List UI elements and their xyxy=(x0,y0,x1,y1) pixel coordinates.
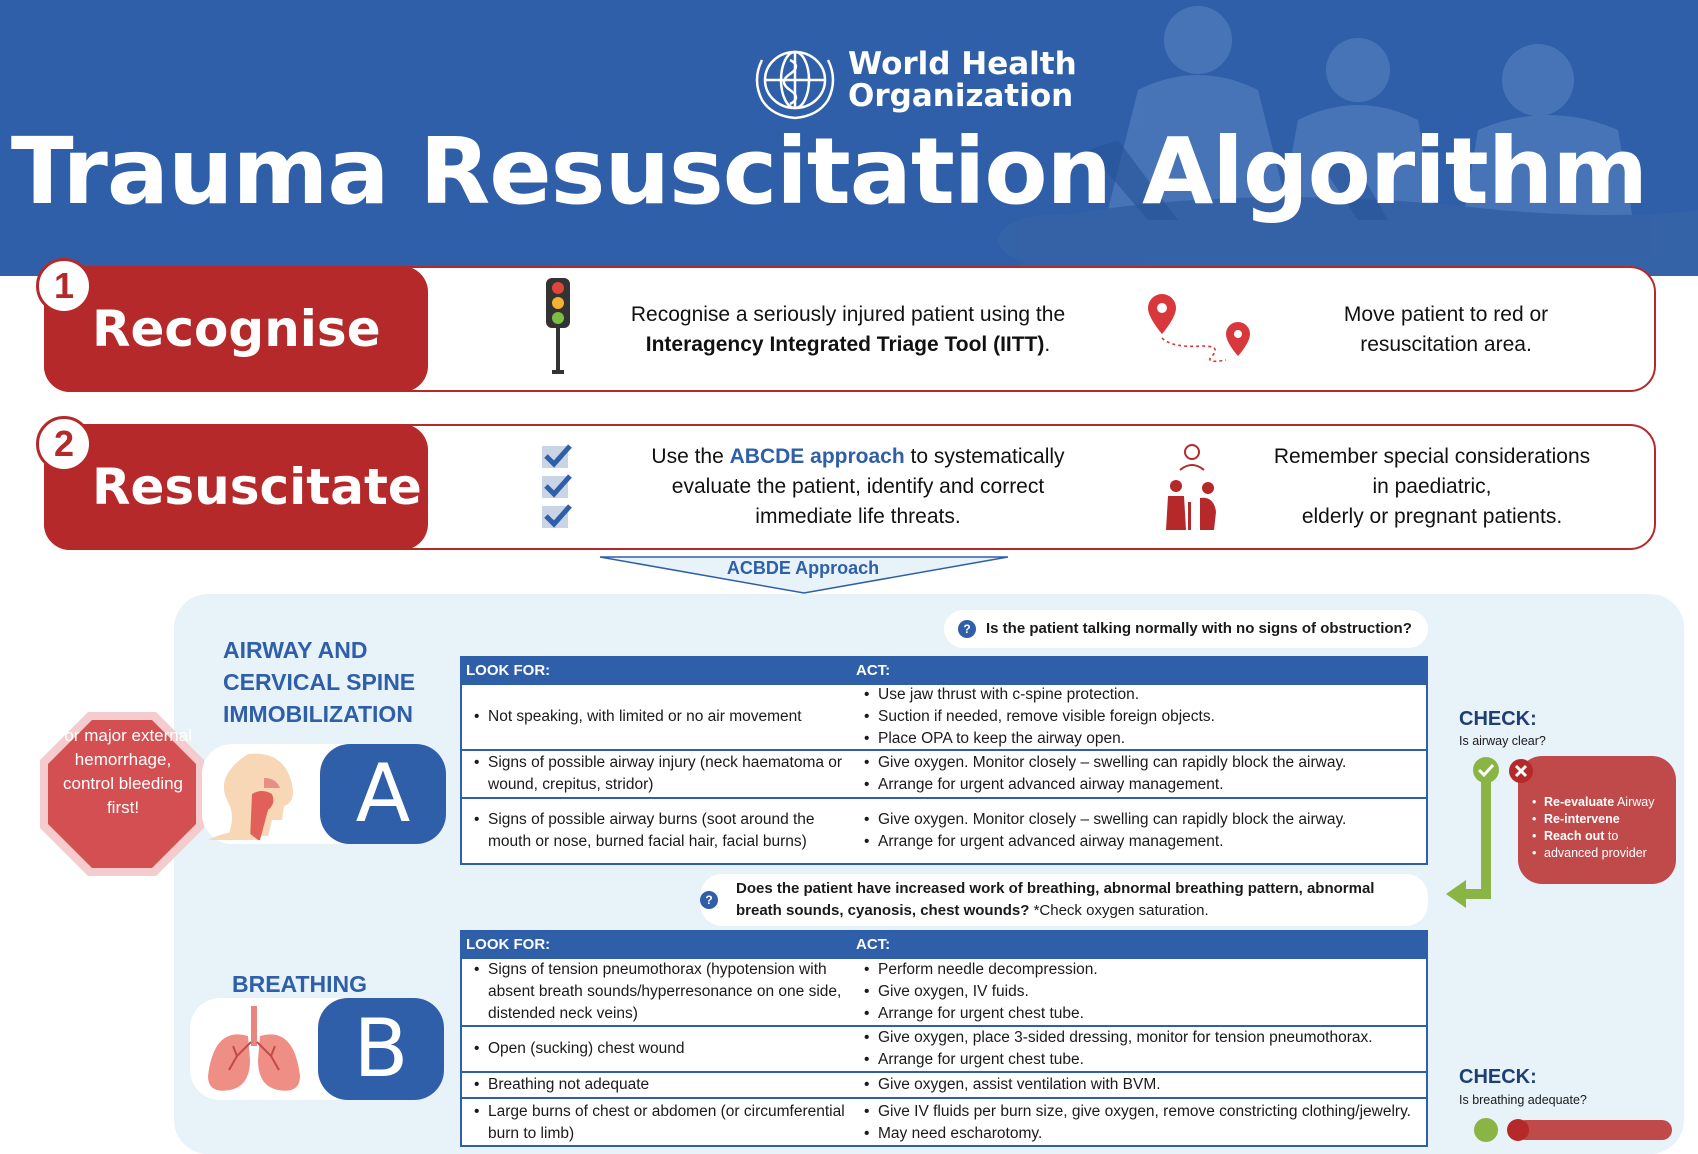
letter-a-badge: A xyxy=(320,744,446,844)
special-line1: Remember special considerations xyxy=(1273,445,1591,468)
breathing-question-bold: Does the patient have increased work of breathing, abnormal breathing pattern, abnormal breath sounds, cyanosis, chest wounds? xyxy=(736,880,1375,919)
fail-item-reachout xyxy=(1544,828,1676,845)
breathing-table-header xyxy=(462,932,1426,957)
breathing-question-text xyxy=(736,878,1416,922)
hemorrhage-note: For major external hemorrhage, control bleeding first! xyxy=(54,726,192,817)
move-patient-line1: Move patient to red or xyxy=(1343,303,1549,326)
fail-item-reevaluate xyxy=(1544,794,1676,811)
step-number: 2 xyxy=(36,416,92,472)
act-item: • Perform needle decompression. xyxy=(868,959,1420,981)
recognise-text-end: . xyxy=(1044,333,1051,356)
table-row xyxy=(462,1071,1426,1097)
act-cell xyxy=(852,684,1426,750)
act-item: • Arrange for urgent advanced airway management. xyxy=(868,831,1420,853)
check-pass-arrow-icon xyxy=(1440,756,1504,924)
airway-title xyxy=(223,634,415,730)
fail-item-rest: to xyxy=(1604,829,1619,843)
who-logo xyxy=(750,40,1077,120)
breathing-question xyxy=(700,874,1428,926)
act-item: • Arrange for urgent chest tube. xyxy=(868,1049,1420,1071)
look-cell: • Open (sucking) chest wound xyxy=(462,1038,852,1060)
airway-title-line3: IMMOBILIZATION xyxy=(223,701,413,727)
look-for-header: LOOK FOR: xyxy=(466,936,551,953)
act-item: • Give oxygen. Monitor closely – swelling can rapidly block the airway. xyxy=(868,809,1420,831)
airway-fail-box xyxy=(1518,756,1676,884)
act-item: • Use jaw thrust with c-spine protection. xyxy=(868,684,1420,706)
special-line2: in paediatric, xyxy=(1372,475,1492,498)
lungs-icon xyxy=(204,1006,304,1094)
act-cell xyxy=(852,809,1426,853)
act-cell xyxy=(852,1074,1426,1096)
approach-banner-label: ACBDE Approach xyxy=(726,558,880,578)
step-recognise xyxy=(44,266,1656,392)
act-cell xyxy=(852,752,1426,796)
checklist-icon xyxy=(538,442,578,534)
look-cell: • Signs of tension pneumothorax (hypotension with absent breath sounds/hyperresonance on one side, distended neck veins) xyxy=(462,959,852,1025)
table-row xyxy=(462,1097,1426,1145)
abcde-approach-link: ABCDE approach xyxy=(729,445,905,468)
question-icon: ? xyxy=(958,620,976,638)
step-tab xyxy=(44,424,428,550)
family-icon xyxy=(1164,442,1220,532)
special-considerations-text xyxy=(1242,442,1622,532)
page-title: Trauma Resuscitation Algorithm xyxy=(10,118,1648,225)
breathing-check-question: Is breathing adequate? xyxy=(1459,1093,1587,1107)
breathing-table xyxy=(460,930,1428,1147)
move-patient-text xyxy=(1276,300,1616,360)
act-item: • Give IV fluids per burn size, give oxygen, remove constricting clothing/jewelry. xyxy=(868,1101,1420,1123)
act-item: • Give oxygen, assist ventilation with BVM. xyxy=(868,1074,1420,1096)
resuscitate-text-pre: Use the xyxy=(651,445,730,468)
fail-item-provider xyxy=(1544,845,1676,862)
act-item: • Give oxygen, place 3-sided dressing, monitor for tension pneumothorax. xyxy=(868,1027,1420,1049)
table-row xyxy=(462,1025,1426,1071)
look-cell: • Signs of possible airway injury (neck haematoma or wound, crepitus, stridor) xyxy=(462,752,852,796)
airway-title-line1: AIRWAY AND xyxy=(223,637,368,663)
breathing-check-title: CHECK: xyxy=(1459,1066,1537,1088)
move-patient-line2: resuscitation area. xyxy=(1360,333,1532,356)
table-row xyxy=(462,957,1426,1025)
fail-item-bold: Reach out xyxy=(1544,829,1605,843)
act-item: • Give oxygen, IV fuids. xyxy=(868,981,1420,1003)
airway-card xyxy=(202,744,446,844)
act-cell xyxy=(852,1101,1426,1145)
recognise-text-line1: Recognise a seriously injured patient using the xyxy=(630,303,1066,326)
step-label: Resuscitate xyxy=(92,458,422,516)
breathing-title: BREATHING xyxy=(232,971,368,997)
resuscitate-text-line2: evaluate the patient, identify and correct xyxy=(671,475,1045,498)
airway-table-header xyxy=(462,658,1426,683)
breathing-card xyxy=(190,998,444,1100)
table-row xyxy=(462,797,1426,863)
act-cell xyxy=(852,959,1426,1025)
question-icon: ? xyxy=(700,891,718,909)
letter-b-badge: B xyxy=(318,998,444,1100)
fail-item-rest: advanced provider xyxy=(1544,846,1647,860)
fail-x-icon xyxy=(1508,758,1534,784)
look-cell: • Large burns of chest or abdomen (or circumferential burn to limb) xyxy=(462,1101,852,1145)
fail-item-rest: Airway xyxy=(1614,795,1655,809)
map-route-icon xyxy=(1146,294,1256,364)
table-row xyxy=(462,749,1426,797)
who-name-line2: Organization xyxy=(848,78,1074,114)
recognise-text xyxy=(598,300,1098,360)
act-header: ACT: xyxy=(856,936,891,953)
who-emblem-icon xyxy=(750,40,840,120)
breathing-check-indicator-icon xyxy=(1472,1116,1672,1132)
act-header: ACT: xyxy=(856,662,891,679)
look-cell: • Not speaking, with limited or no air movement xyxy=(462,706,852,728)
look-cell: • Breathing not adequate xyxy=(462,1074,852,1096)
step-label: Recognise xyxy=(92,300,381,358)
airway-title-line2: CERVICAL SPINE xyxy=(223,669,416,695)
airway-question xyxy=(944,610,1428,648)
table-row xyxy=(462,683,1426,749)
act-item: • Suction if needed, remove visible foreign objects. xyxy=(868,706,1420,728)
step-tab xyxy=(44,266,428,392)
act-item: • Arrange for urgent advanced airway management. xyxy=(868,774,1420,796)
act-item: • Give oxygen. Monitor closely – swelling can rapidly block the airway. xyxy=(868,752,1420,774)
look-cell: • Signs of possible airway burns (soot around the mouth or nose, burned facial hair, facial burns) xyxy=(462,809,852,853)
fail-item-bold: Re-intervene xyxy=(1544,812,1620,826)
step-resuscitate xyxy=(44,424,1656,550)
head-airway-icon xyxy=(208,748,312,840)
look-for-header: LOOK FOR: xyxy=(466,662,551,679)
iitt-tool-name: Interagency Integrated Triage Tool (IITT) xyxy=(645,333,1045,356)
who-name-line1: World Health xyxy=(848,46,1077,82)
fail-item-bold: Re-evaluate xyxy=(1544,795,1615,809)
header-banner xyxy=(0,0,1698,276)
airway-check-title: CHECK: xyxy=(1459,708,1537,730)
traffic-light-icon xyxy=(540,276,576,376)
airway-check-question: Is airway clear? xyxy=(1459,734,1546,748)
resuscitate-text xyxy=(598,442,1118,532)
airway-table xyxy=(460,656,1428,865)
resuscitate-text-line3: immediate life threats. xyxy=(755,505,961,528)
special-line3: elderly or pregnant patients. xyxy=(1301,505,1563,528)
step-number: 1 xyxy=(36,258,92,314)
resuscitate-text-post: to systematically xyxy=(904,445,1065,468)
breathing-question-rest: *Check oxygen saturation. xyxy=(1029,902,1209,919)
act-cell xyxy=(852,1027,1426,1071)
act-item: • Arrange for urgent chest tube. xyxy=(868,1003,1420,1025)
airway-question-text: Is the patient talking normally with no signs of obstruction? xyxy=(986,620,1412,637)
fail-item-reintervene xyxy=(1544,811,1676,828)
act-item: • May need escharotomy. xyxy=(868,1123,1420,1145)
act-item: • Place OPA to keep the airway open. xyxy=(868,728,1420,750)
